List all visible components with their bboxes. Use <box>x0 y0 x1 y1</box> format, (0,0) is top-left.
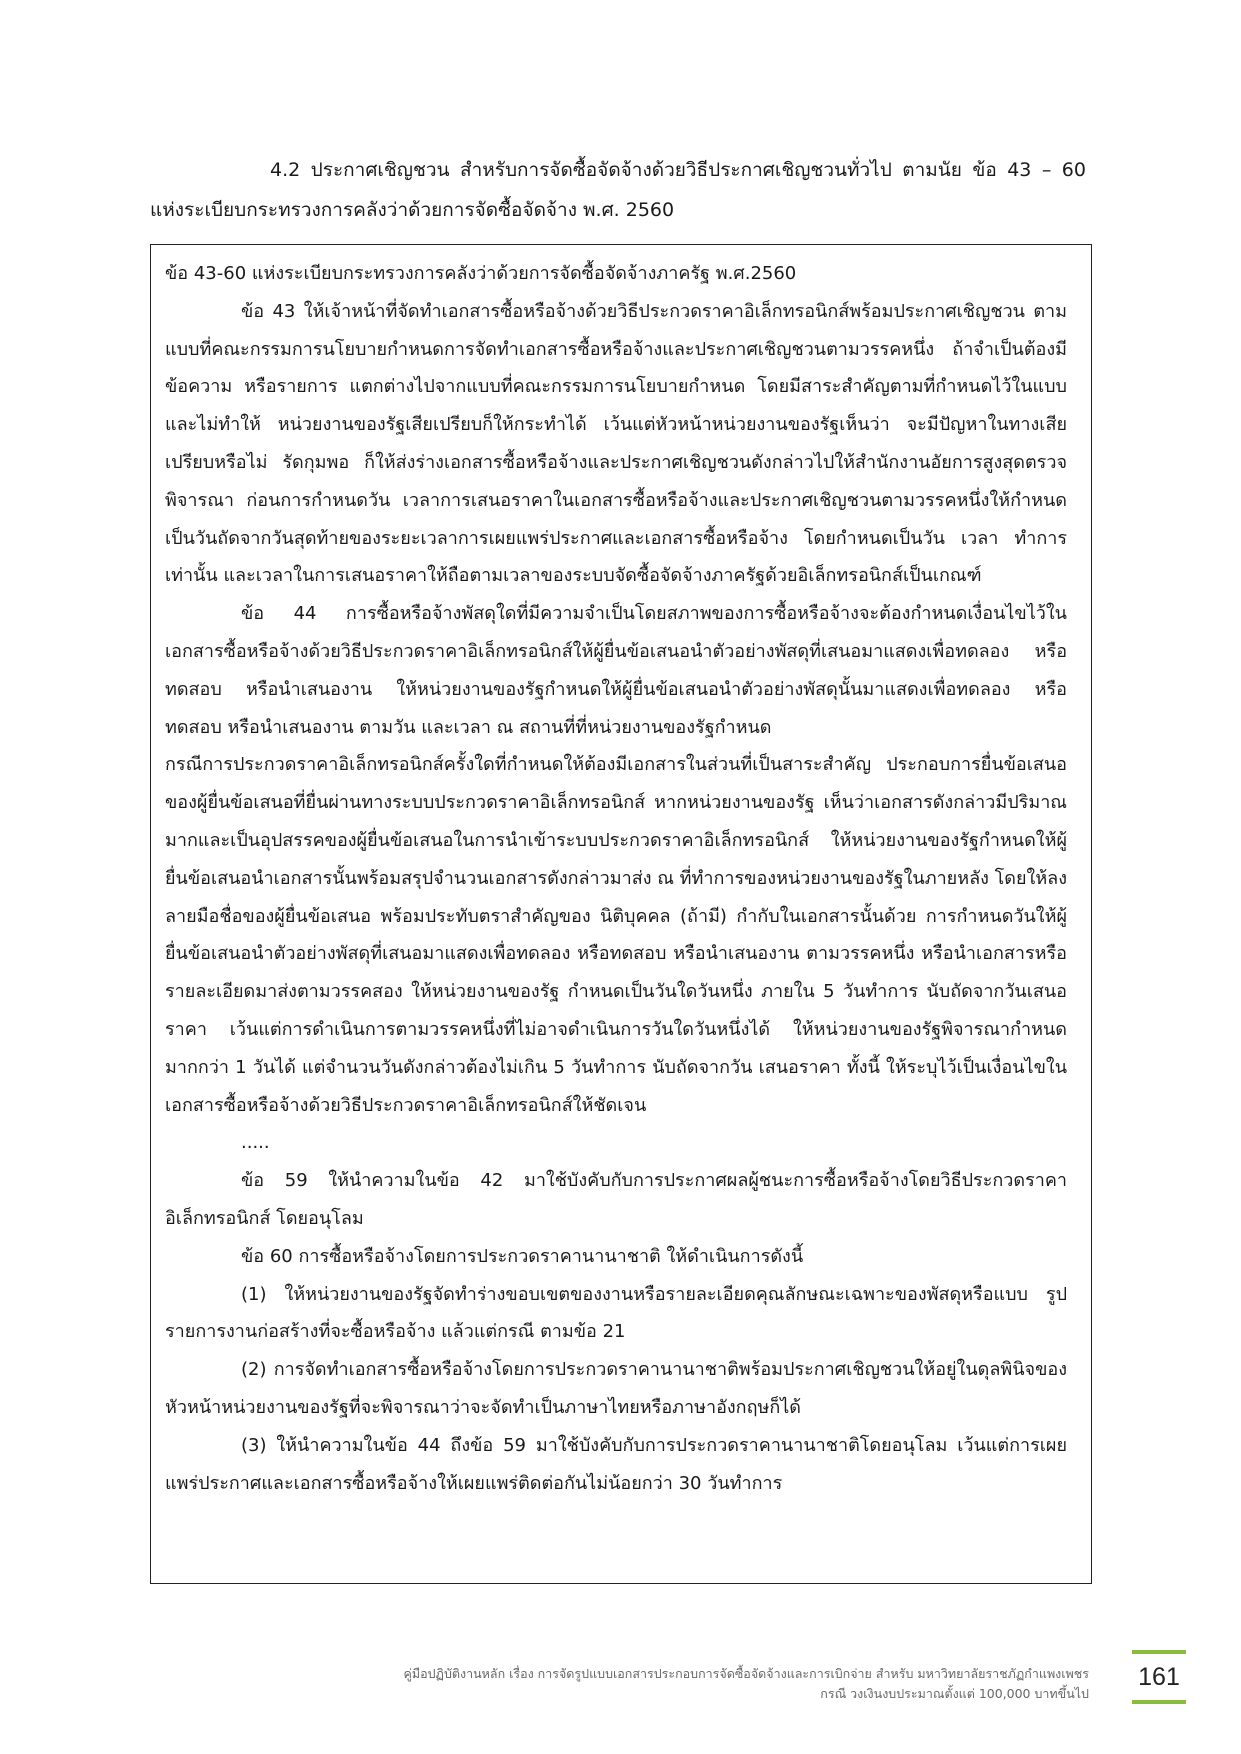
clause-60-item-3: (3) ให้นำความในข้อ 44 ถึงข้อ 59 มาใช้บังคับกับการประกวดราคานานาชาติโดยอนุโลม เว้นแต่การเผยแพร่ประกาศและเอกสารซื้อหรือจ้างให้เผยแพร่ติดต่อกันไม่น้อยกว่า 30 วันทำการ <box>165 1434 1067 1494</box>
clause-44-paragraph-2: กรณีการประกวดราคาอิเล็กทรอนิกส์ครั้งใดที่กำหนดให้ต้องมีเอกสารในส่วนที่เป็นสาระสำคัญ ประกอบการยื่นข้อเสนอของผู้ยื่นข้อเสนอที่ยื่นผ่านทางระบบประกวดราคาอิเล็กทรอนิกส์ หากหน่วยงานของรัฐ เห็นว่าเอกสารดังกล่าวมีปริมาณมากและเป็นอุปสรรคของผู้ยื่นข้อเสนอในการนำเข้าระบบประกวดราคาอิเล็กทรอนิกส์ ให้หน่วยงานของรัฐกำหนดให้ผู้ยื่นข้อเสนอนำเอกสารนั้นพร้อมสรุปจำนวนเอกสารดังกล่าวมาส่ง ณ ที่ทำการของหน่วยงานของรัฐในภายหลัง โดยให้ลงลายมือชื่อของผู้ยื่นข้อเสนอ พร้อมประทับตราสำคัญของ นิติบุคคล (ถ้ามี) กำกับในเอกสารนั้นด้วย การกำหนดวันให้ผู้ยื่นข้อเสนอนำตัวอย่างพัสดุที่เสนอมาแสดงเพื่อทดลอง หรือทดสอบ หรือนำเสนองาน ตามวรรคหนึ่ง หรือนำเอกสารหรือรายละเอียดมาส่งตามวรรคสอง ให้หน่วยงานของรัฐ กำหนดเป็นวันใดวันหนึ่ง ภายใน 5 วันทำการ นับถัดจากวันเสนอราคา เว้นแต่การดำเนินการตามวรรคหนึ่งที่ไม่อาจดำเนินการวันใดวันหนึ่งได้ ให้หน่วยงานของรัฐพิจารณากำหนดมากกว่า 1 วันได้ แต่จำนวนวันดังกล่าวต้องไม่เกิน 5 วันทำการ นับถัดจากวัน เสนอราคา ทั้งนี้ ให้ระบุไว้เป็นเงื่อนไขในเอกสารซื้อหรือจ้างด้วยวิธีประกวดราคาอิเล็กทรอนิกส์ให้ชัดเจน <box>165 754 1068 1116</box>
page-number-block <box>1132 1650 1186 1704</box>
page-number-bottom-bar <box>1132 1700 1186 1704</box>
footer-title: คู่มือปฏิบัติงานหลัก เรื่อง การจัดรูปแบบเอกสารประกอบการจัดซื้อจัดจ้างและการเบิกจ่าย สำหรับ มหาวิทยาลัยราชภัฏกำแพงเพชร <box>403 1666 1089 1681</box>
page-number: 161 <box>1138 1663 1180 1691</box>
intro-text: 4.2 ประกาศเชิญชวน สำหรับการจัดซื้อจัดจ้างด้วยวิธีประกาศเชิญชวนทั่วไป ตามนัย ข้อ 43 – 60 แห่งระเบียบกระทรวงการคลังว่าด้วยการจัดซื้อจัดจ้าง พ.ศ. 2560 <box>150 159 1086 221</box>
clause-44-paragraph-1: ข้อ 44 การซื้อหรือจ้างพัสดุใดที่มีความจำเป็นโดยสภาพของการซื้อหรือจ้างจะต้องกำหนดเงื่อนไขไว้ใน เอกสารซื้อหรือจ้างด้วยวิธีประกวดราคาอิเล็กทรอนิกส์ให้ผู้ยื่นข้อเสนอนำตัวอย่างพัสดุที่เสนอมาแสดงเพื่อทดลอง หรือทดสอบ หรือนำเสนองาน ให้หน่วยงานของรัฐกำหนดให้ผู้ยื่นข้อเสนอนำตัวอย่างพัสดุนั้นมาแสดงเพื่อทดลอง หรือทดสอบ หรือนำเสนองาน ตามวัน และเวลา ณ สถานที่ที่หน่วยงานของรัฐกำหนด <box>165 603 1067 738</box>
footer-subtitle: กรณี วงเงินงบประมาณตั้งแต่ 100,000 บาทขึ้นไป <box>820 1686 1089 1701</box>
ellipsis: ..... <box>241 1132 270 1154</box>
footer-caption <box>189 1664 1089 1704</box>
clause-59: ข้อ 59 ให้นำความในข้อ 42 มาใช้บังคับกับการประกาศผลผู้ชนะการซื้อหรือจ้างโดยวิธีประกวดราคา อิเล็กทรอนิกส์ โดยอนุโลม <box>165 1170 1067 1229</box>
clause-60-item-1: (1) ให้หน่วยงานของรัฐจัดทำร่างขอบเขตของงานหรือรายละเอียดคุณลักษณะเฉพาะของพัสดุหรือแบบ รูปรายการงานก่อสร้างที่จะซื้อหรือจ้าง แล้วแต่กรณี ตามข้อ 21 <box>165 1283 1067 1343</box>
clause-43: ข้อ 43 ให้เจ้าหน้าที่จัดทำเอกสารซื้อหรือจ้างด้วยวิธีประกวดราคาอิเล็กทรอนิกส์พร้อมประกาศเชิญชวน ตามแบบที่คณะกรรมการนโยบายกำหนดการจัดทำเอกสารซื้อหรือจ้างและประกาศเชิญชวนตามวรรคหนึ่ง ถ้าจำเป็นต้องมีข้อความ หรือรายการ แตกต่างไปจากแบบที่คณะกรรมการนโยบายกำหนด โดยมีสาระสำคัญตามที่กำหนดไว้ในแบบและไม่ทำให้ หน่วยงานของรัฐเสียเปรียบก็ให้กระทำได้ เว้นแต่หัวหน้าหน่วยงานของรัฐเห็นว่า จะมีปัญหาในทางเสียเปรียบหรือไม่ รัดกุมพอ ก็ให้ส่งร่างเอกสารซื้อหรือจ้างและประกาศเชิญชวนดังกล่าวไปให้สำนักงานอัยการสูงสุดตรวจพิจารณา ก่อนการกำหนดวัน เวลาการเสนอราคาในเอกสารซื้อหรือจ้างและประกาศเชิญชวนตามวรรคหนึ่งให้กำหนด เป็นวันถัดจากวันสุดท้ายของระยะเวลาการเผยแพร่ประกาศและเอกสารซื้อหรือจ้าง โดยกำหนดเป็นวัน เวลา ทำการเท่านั้น และเวลาในการเสนอราคาให้ถือตามเวลาของระบบจัดซื้อจัดจ้างภาครัฐด้วยอิเล็กทรอนิกส์เป็นเกณฑ์ <box>165 300 1067 587</box>
clause-60: ข้อ 60 การซื้อหรือจ้างโดยการประกวดราคานานาชาติ ให้ดำเนินการดังนี้ <box>241 1245 804 1267</box>
excerpt-heading: ข้อ 43-60 แห่งระเบียบกระทรวงการคลังว่าด้วยการจัดซื้อจัดจ้างภาครัฐ พ.ศ.2560 <box>165 263 797 284</box>
clause-60-item-2: (2) การจัดทำเอกสารซื้อหรือจ้างโดยการประกวดราคานานาชาติพร้อมประกาศเชิญชวนให้อยู่ในดุลพินิจของหัวหน้าหน่วยงานของรัฐที่จะพิจารณาว่าจะจัดทำเป็นภาษาไทยหรือภาษาอังกฤษก็ได้ <box>165 1359 1067 1418</box>
intro-paragraph <box>150 150 1086 230</box>
regulation-excerpt-box <box>150 244 1092 1584</box>
